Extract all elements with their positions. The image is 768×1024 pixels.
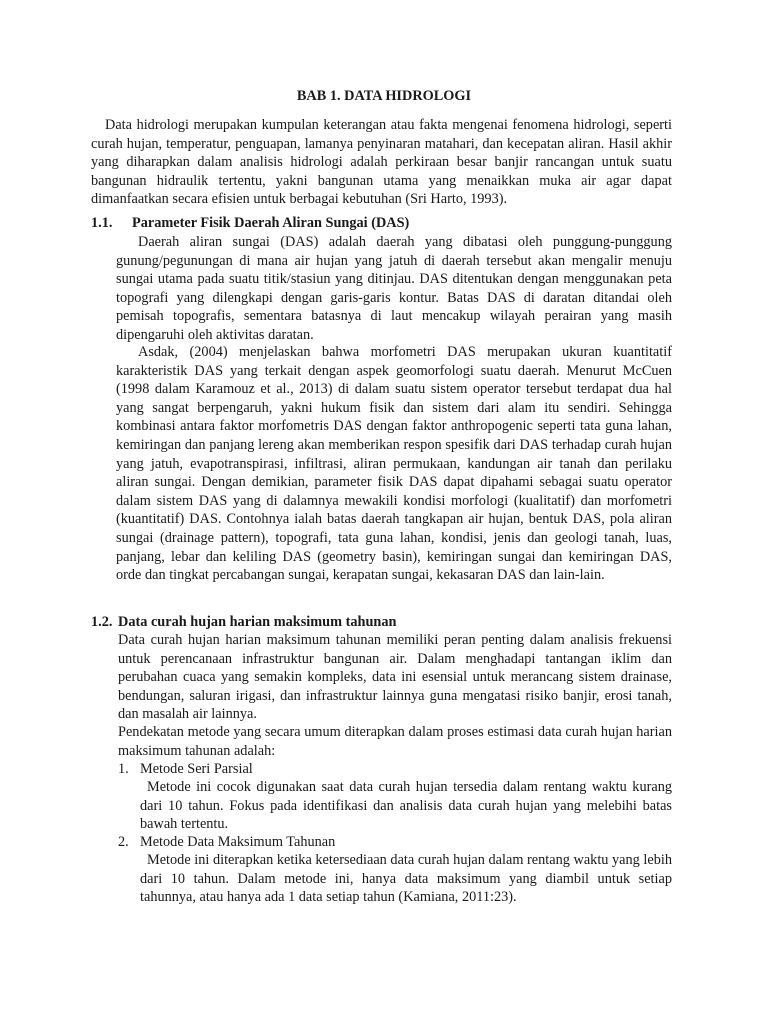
section-1-paragraph-1: Daerah aliran sungai (DAS) adalah daerah yang dibatasi oleh punggung-punggung gunung/pegunungan di mana air hujan yang jatuh di daerah tersebut akan mengalir menuju sungai utama pada suatu titik/stasiun yang ditinjau. DAS ditentukan dengan menggunakan peta topografi yang dilengkapi dengan garis-garis kontur. Batas DAS di daratan ditandai oleh pemisah topografis, sementara batasnya di laut mencakup wilayah perairan yang masih dipengaruhi oleh aktivitas daratan. (116, 234, 672, 343)
page-title: BAB 1. DATA HIDROLOGI (296, 88, 472, 104)
list-item-1-text: Metode ini cocok digunakan saat data curah hujan tersedia dalam rentang waktu kurang dari 10 tahun. Fokus pada identifikasi dan analisis data curah hujan yang melebihi batas bawah tertentu. (140, 779, 672, 833)
list-item-2-label: Metode Data Maksimum Tahunan (140, 834, 336, 850)
section-2-number: 1.2. (91, 614, 113, 630)
list-item-1-title (118, 760, 253, 779)
section-1-title: Parameter Fisik Daerah Aliran Sungai (DAS) (132, 215, 410, 231)
section-1-number: 1.1. (91, 215, 113, 231)
list-item-2-title (118, 833, 336, 852)
section-2-paragraph-2: Pendekatan metode yang secara umum diterapkan dalam proses estimasi data curah hujan harian maksimum tahunan adalah: (118, 724, 672, 759)
section-2-title: Data curah hujan harian maksimum tahunan (118, 614, 397, 630)
list-item-1-number: 1. (118, 761, 129, 777)
list-item-1-label: Metode Seri Parsial (140, 761, 253, 777)
list-item-2-text: Metode ini diterapkan ketika ketersediaan data curah hujan dalam rentang waktu yang lebih dari 10 tahun. Dalam metode ini, hanya data maksimum yang diambil untuk setiap tahunnya, atau hanya ada 1 data setiap tahun (Kamiana, 2011:23). (140, 852, 672, 906)
list-item-2-number: 2. (118, 834, 129, 850)
section-2-heading (91, 613, 396, 632)
section-1-heading (91, 214, 409, 233)
intro-paragraph: Data hidrologi merupakan kumpulan keterangan atau fakta mengenai fenomena hidrologi, seperti curah hujan, temperatur, penguapan, lamanya penyinaran matahari, dan kecepatan aliran. Hasil akhir yang diharapkan dalam analisis hidrologi adalah perkiraan besar banjir rancangan untuk suatu bangunan hidraulik tertentu, yakni bangunan utama yang menaikkan muka air agar dapat dimanfaatkan secara efisien untuk berbagai kebutuhan (Sri Harto, 1993). (91, 117, 672, 208)
section-2-paragraph-1: Data curah hujan harian maksimum tahunan memiliki peran penting dalam analisis frekuensi untuk perencanaan infrastruktur bangunan air. Dalam menghadapi tantangan iklim dan perubahan cuaca yang semakin kompleks, data ini esensial untuk merancang sistem drainase, bendungan, saluran irigasi, dan infrastruktur lainnya guna mengatasi risiko banjir, erosi tanah, dan masalah air lainnya. (118, 632, 672, 723)
section-1-paragraph-2: Asdak, (2004) menjelaskan bahwa morfometri DAS merupakan ukuran kuantitatif karakteristik DAS yang terkait dengan aspek geomorfologi suatu daerah. Menurut McCuen (1998 dalam Karamouz et al., 2013) di dalam suatu sistem operator tersebut terdapat dua hal yang sangat berpengaruh, yakni hukum fisik dan sistem dari alam itu sendiri. Sehingga kombinasi antara faktor morfometris DAS dengan faktor anthropogenic seperti tata guna lahan, kemiringan dan panjang lereng akan memberikan respon spesifik dari DAS terhadap curah hujan yang jatuh, evapotranspirasi, infiltrasi, aliran permukaan, kandungan air tanah dan perilaku aliran sungai. Dengan demikian, parameter fisik DAS dapat dipahami sebagai suatu operator dalam sistem DAS yang di dalamnya mewakili kondisi morfologi (kualitatif) dan morfometri (kuantitatif) DAS. Contohnya ialah batas daerah tangkapan air hujan, bentuk DAS, pola aliran sungai (drainage pattern), topografi, tata guna lahan, kondisi, jenis dan geologi tanah, luas, panjang, lebar dan keliling DAS (geometry basin), kemiringan sungai dan kemiringan DAS, orde dan tingkat percabangan sungai, kerapatan sungai, kekasaran DAS dan lain-lain. (116, 344, 672, 584)
